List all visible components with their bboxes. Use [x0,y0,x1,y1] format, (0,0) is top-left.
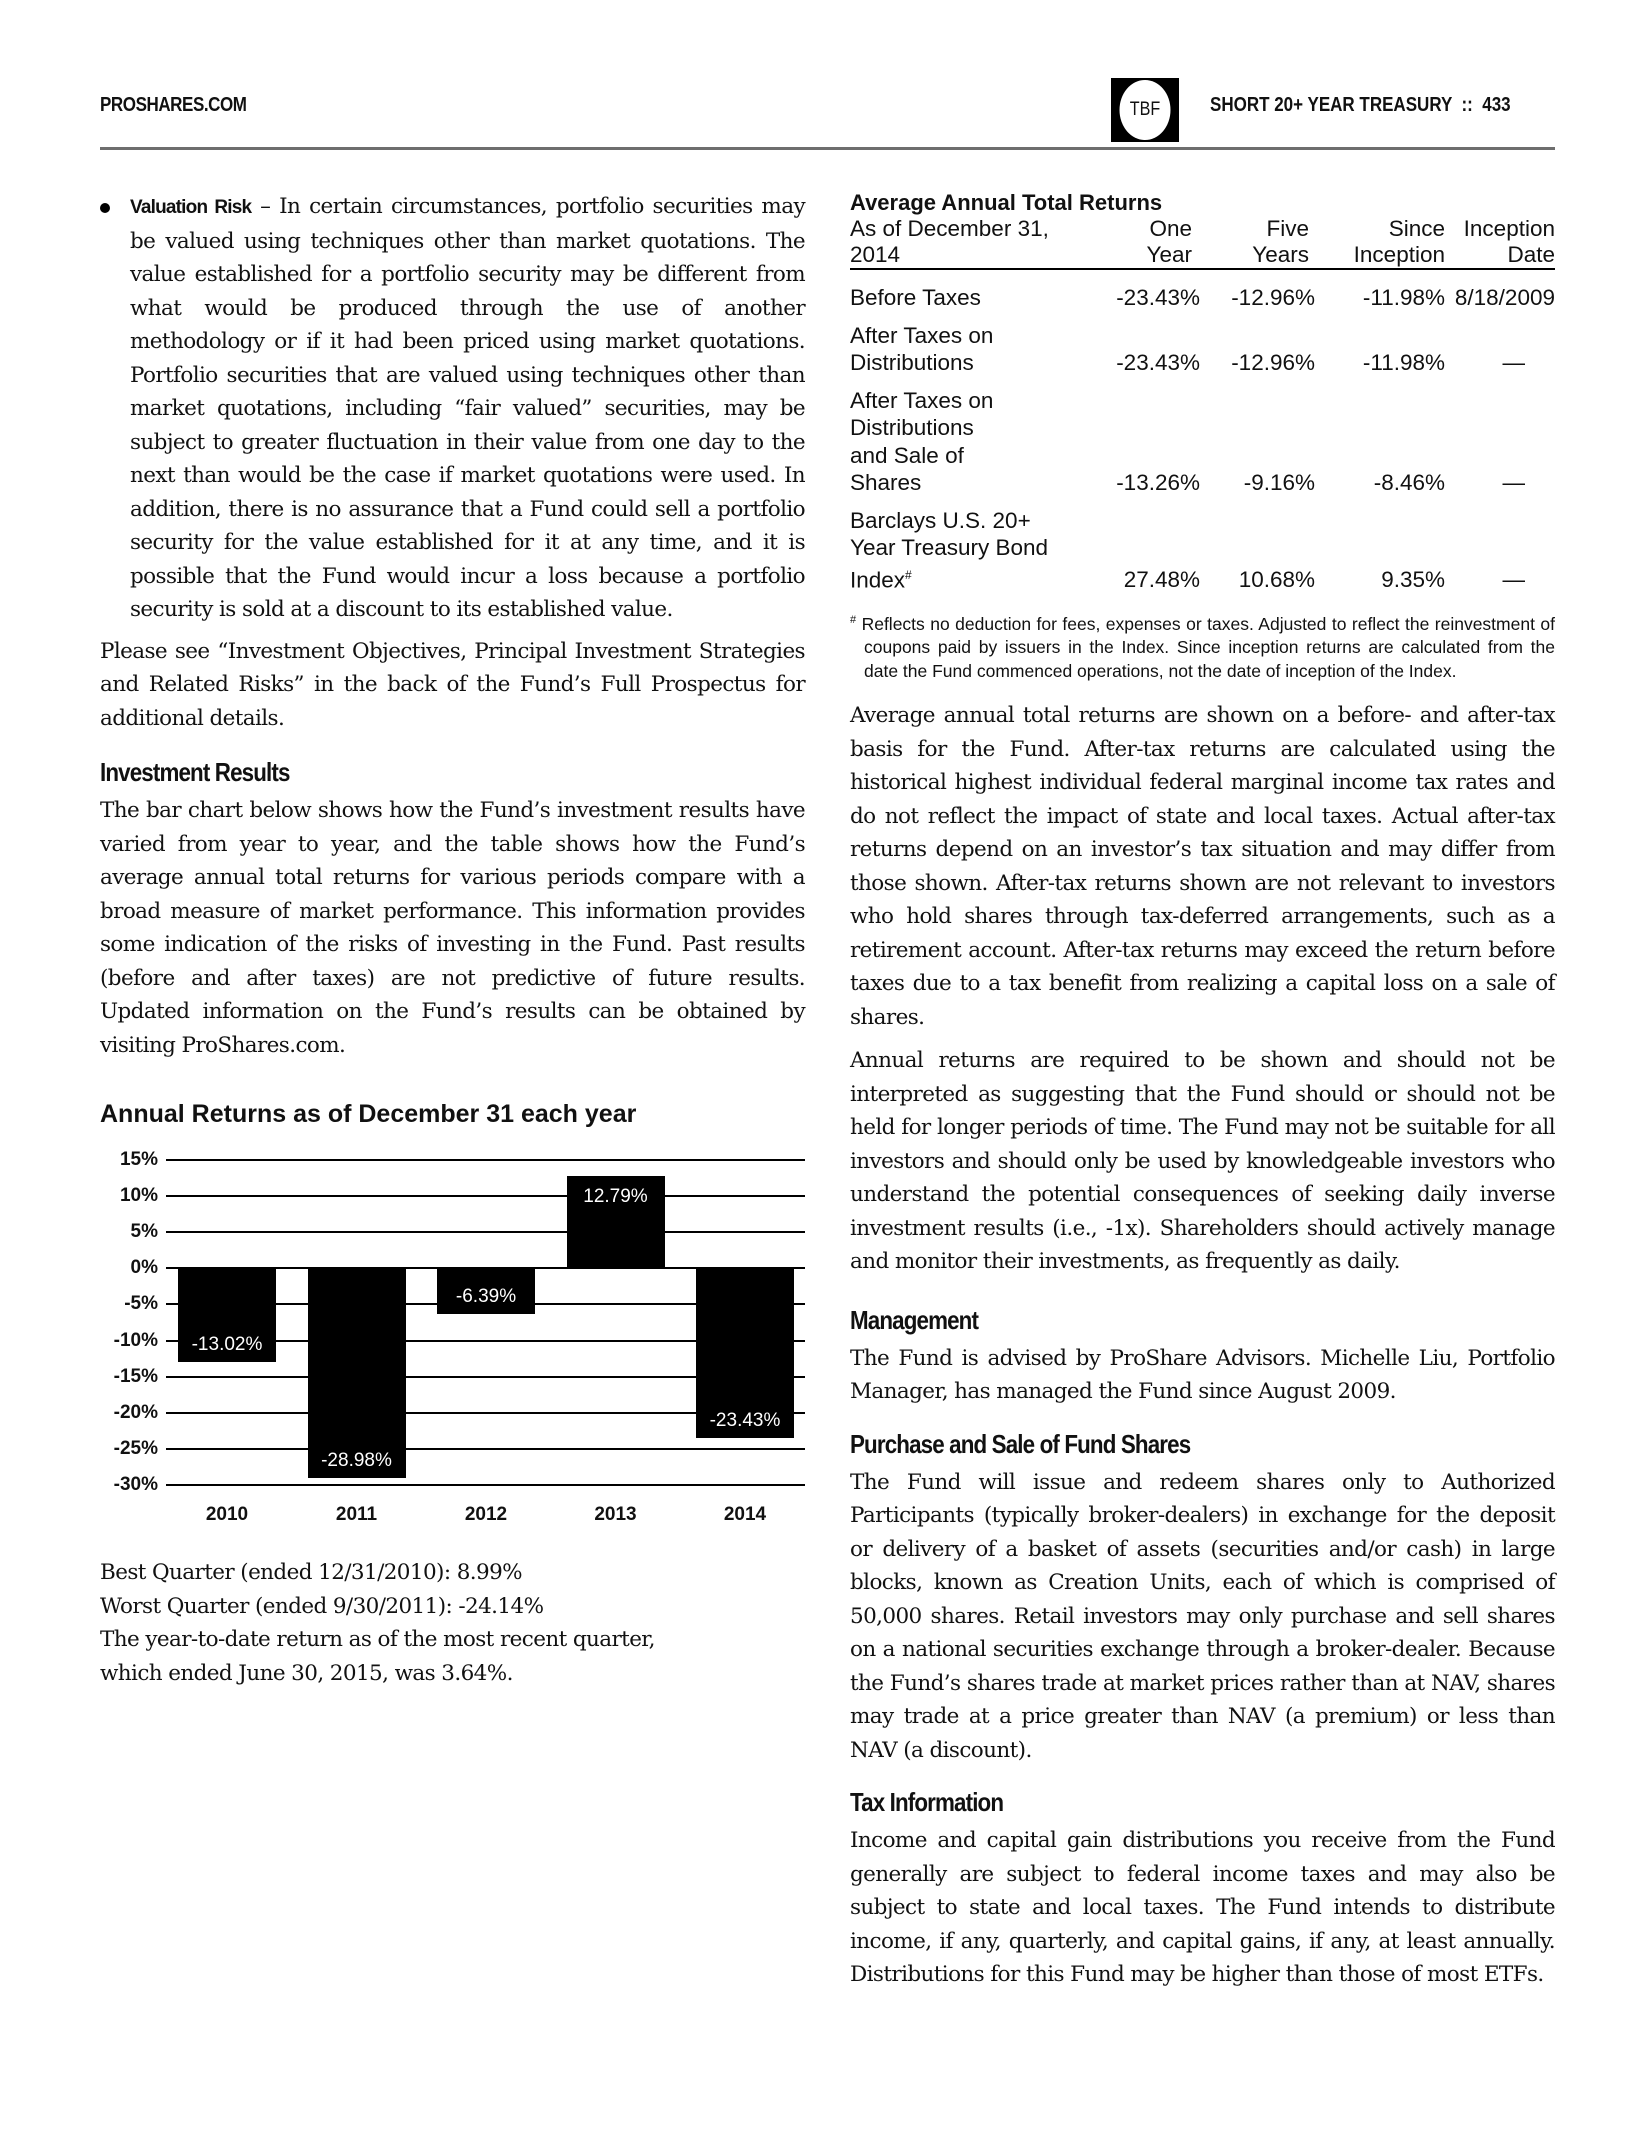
bar-value-label: -6.39% [455,1286,517,1308]
table-row: After Taxes on Distributions -23.43% -12.96% -11.98% — [850,322,1525,375]
investment-results-heading: Investment Results [100,757,290,787]
y-tick-label: 15% [119,1149,158,1170]
valuation-risk-lead: Valuation Risk [130,197,252,218]
y-tick-label: 0% [130,1257,158,1279]
bar-value-label: -13.02% [191,1334,263,1356]
bar-value-label: -23.43% [709,1409,781,1431]
gridline [166,1159,805,1161]
y-tick-label: -30% [113,1474,158,1495]
bar-value-label: 12.79% [583,1185,648,1207]
management-heading: Management [850,1304,979,1335]
page-header [100,86,1555,150]
bar-2014 [696,1268,794,1437]
worst-quarter: Worst Quarter (ended 9/30/2011): -24.14% [100,1593,544,1619]
table-footnote: # Reflects no deduction for fees, expenses or taxes. Adjusted to reflect the reinvestment of coupons paid by issuers in the Index. Since inception returns are calculated from the date the Fund commenced operations, not the date of inception of the Index. [850,613,1555,682]
col-header-as-of: As of December 31, 2014 [850,216,1049,267]
header-divider [100,147,1555,150]
title-separator: :: [1461,94,1473,116]
y-tick-label: 10% [119,1185,158,1207]
y-tick-label: 5% [130,1221,158,1243]
tax-information-heading: Tax Information [850,1787,1004,1818]
y-tick-label: -15% [113,1365,158,1387]
x-tick-label: 2012 [464,1504,508,1525]
ticker-badge-label: TBF [1120,80,1171,140]
col-header-inception-date: Inception Date [1463,216,1555,267]
table-row: Barclays U.S. 20+ Year Treasury Bond Index# 27.48% 10.68% 9.35% — [850,507,1525,592]
best-quarter: Best Quarter (ended 12/31/2010): 8.99% [100,1560,523,1585]
left-column [100,190,805,1062]
after-tax-paragraph: Average annual total returns are shown on a before- and after-tax basis for the Fund. After-tax returns are calculated using the historical highest individual federal marginal income tax rates and do not reflect the impact of state and local taxes. Actual after-tax returns depend on an investor’s tax situation and may differ from those shown. After-tax returns shown are not relevant to investors who hold shares through tax-deferred arrangements, such as a retirement account. After-tax returns may exceed the return before taxes due to a tax benefit from realizing a capital loss on a sale of shares. [850,703,1555,1030]
y-tick-label: -5% [124,1293,158,1315]
returns-table [850,216,1555,594]
purchase-sale-paragraph: The Fund will issue and redeem shares only to Authorized Participants (typically broker-dealers) in exchange for the deposit or delivery of a basket of assets (securities and/or cash) in large blocks, known as Creation Units, each of which is comprised of 50,000 shares. Retail investors may only purchase and sell shares on a national securities exchange through a broker-dealer. Because the Fund’s shares trade at market prices rather than at NAV, shares may trade at a price greater than NAV (a premium) or less than NAV (a discount). [850,1469,1555,1763]
annual-returns-paragraph: Annual returns are required to be shown and should not be interpreted as suggesting that the Fund should or should not be held for longer periods of time. The Fund may not be suitable for all investors and should only be used by knowledgeable investors who understand the potential consequences of seeking daily inverse investment results (i.e., -1x). Shareholders should actively manage and monitor their investments, as frequently as daily. [850,1048,1555,1275]
please-see-paragraph: Please see “Investment Objectives, Principal Investment Strategies and Related Risks” in the back of the Fund’s Full Prospectus for additional details. [100,638,805,731]
bar-2011 [308,1268,406,1477]
col-header-one-year: One Year [1146,216,1192,267]
x-tick-label: 2011 [335,1504,378,1525]
y-tick-label: -25% [113,1437,158,1459]
x-tick-label: 2013 [594,1504,637,1525]
x-tick-label: 2014 [723,1504,767,1525]
site-name: PROSHARES.COM [100,94,247,116]
fund-title: SHORT 20+ YEAR TREASURY [1210,94,1453,116]
investment-results-paragraph: The bar chart below shows how the Fund’s investment results have varied from year to year, and the table shows how the Fund’s average annual total returns for various periods compare with a broad measure of market performance. This information provides some indication of the risks of investing in the Fund. Past results (before and after taxes) are not predictive of future results. Updated information on the Fund’s results can be obtained by visiting ProShares.com. [100,798,805,1058]
tax-information-paragraph: Income and capital gain distributions you receive from the Fund generally are subject to federal income taxes and may also be subject to state and local taxes. The Fund intends to distribute income, if any, quarterly, and capital gains, if any, at least annually. Distributions for this Fund may be higher than those of most ETFs. [850,1828,1555,1988]
gridline [166,1195,805,1197]
returns-table-block [850,190,1555,683]
returns-table-title: Average Annual Total Returns [850,190,1163,215]
valuation-risk-bullet: Valuation Risk – In certain circumstances, portfolio securities may be valued using techniques other than market quotations. The value established for a portfolio security may be different from what would be produced through the use of another methodology or if it had been priced using market quotations. Portfolio securities that are valued using techniques other than market quotations, including “fair valued” securities, may be subject to greater fluctuation in their value from one day to the next than would be the case if market quotations were used. In addition, there is no assurance that a Fund could sell a portfolio security for the value established for it at any time, and it is possible that the Fund would incur a loss because a portfolio security is sold at a discount to its established value. [100,190,805,627]
table-row: Before Taxes -23.43% -12.96% -11.98% 8/18/2009 [850,285,1555,310]
bar-2013 [567,1176,665,1268]
gridline [166,1484,805,1486]
col-header-since-inception: Since Inception [1353,216,1445,267]
bar-2012 [437,1268,535,1314]
bar-2010 [178,1268,276,1362]
y-tick-label: -10% [113,1329,158,1351]
y-tick-label: -20% [113,1401,158,1423]
chart-title: Annual Returns as of December 31 each year [100,1100,637,1128]
page-number: 433 [1482,94,1511,116]
management-paragraph: The Fund is advised by ProShare Advisors. Michelle Liu, Portfolio Manager, has managed the Fund since August 2009. [850,1345,1555,1405]
ytd-return-line2: which ended June 30, 2015, was 3.64%. [100,1660,513,1686]
bar-value-label: -28.98% [321,1449,392,1471]
gridline [166,1231,805,1233]
gridline [166,1448,805,1450]
col-header-five-years: Five Years [1252,216,1309,267]
x-tick-label: 2010 [205,1504,249,1525]
valuation-risk-text: In certain circumstances, portfolio securities may be valued using techniques other than market quotations. The value established for a portfolio security may be different from what would be produced through the use of another methodology or if it had been priced using market quotations. Portfolio securities that are valued using techniques other than market quotations, including “fair valued” securities, may be subject to greater fluctuation in their value from one day to the next than would be the case if market quotations were used. In addition, there is no assurance that a Fund could sell a portfolio security for the value established for it at any time, and it is possible that the Fund would incur a loss because a portfolio security is sold at a discount to its established value. [130,194,805,622]
annual-returns-bar-chart [100,1140,805,1540]
bullet-icon [100,203,110,213]
ytd-return-line1: The year-to-date return as of the most recent quarter, [100,1627,655,1652]
right-column [850,190,1555,1992]
purchase-sale-heading: Purchase and Sale of Fund Shares [850,1428,1191,1459]
quarter-stats [100,1556,655,1690]
ticker-badge [1111,78,1179,142]
returns-table-header [850,216,1555,269]
running-title [1210,94,1511,117]
table-row: After Taxes on Distributions and Sale of Shares -13.26% -9.16% -8.46% — [850,387,1525,495]
